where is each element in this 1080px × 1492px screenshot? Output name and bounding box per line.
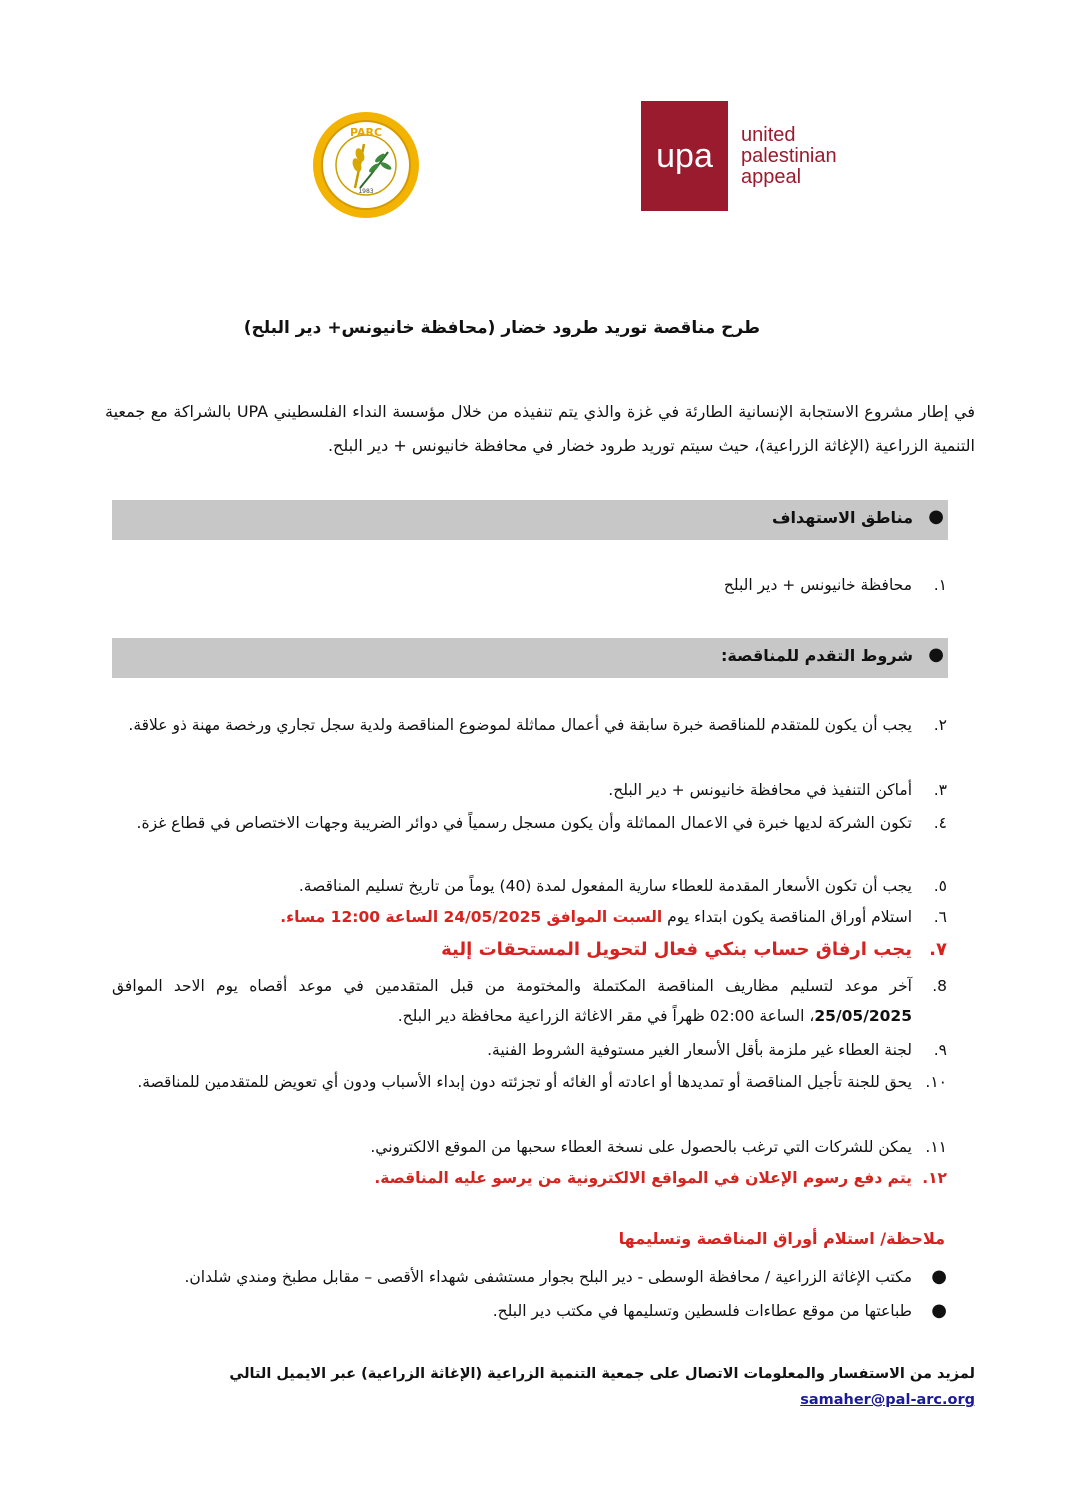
upa-logo [641,101,856,211]
list-item: ١٢. يتم دفع رسوم الإعلان في المواقع الالكترونية من يرسو عليه المناقصة. [374,1169,947,1187]
list-item: ٤. تكون الشركة لديها خبرة في الاعمال المماثلة وأن يكون مسجل رسمياً في دوائر الضريبة وجهات الاختصاص في قطاع غزة. [136,814,947,832]
note-bullet: ● مكتب الإغاثة الزراعية / محافظة الوسطى - دير البلح بجوار مستشفى شهداء الأقصى – مقابل مطبخ ومندي شلدان. [112,1263,947,1291]
list-item: ٦. استلام أوراق المناقصة يكون ابتداء يوم السبت الموافق 24/05/2025 الساعة 12:00 مساء. [280,908,947,926]
upa-wordmark: united palestinian appeal [741,124,837,188]
upa-mark: upa [641,101,728,211]
section-bar-areas [112,500,948,540]
bank-account-notice: يجب ارفاق حساب بنكي فعال لتحويل المستحقات إلية [441,939,912,960]
list-item: ١. محافظة خانيونس + دير البلح [723,576,947,594]
note-title: ملاحظة/ استلام أوراق المناقصة وتسليمها [618,1229,945,1248]
parc-year: 1983 [358,188,374,195]
intro-paragraph: في إطار مشروع الاستجابة الإنسانية الطارئة في غزة والذي يتم تنفيذه من خلال مؤسسة النداء الفلسطيني UPA بالشراكة مع جمعية التنمية الزراعية (الإغاثة الزراعية)، حيث سيتم توريد طرود خضار في محافظة خانيونس + دير البلح. [105,402,975,455]
section-label-areas: مناطق الاستهداف [771,508,913,527]
section-label-conditions: شروط التقدم للمناقصة: [720,646,913,665]
list-item: 8. آخر موعد لتسليم مظاريف المناقصة المكتملة والمختومة من قبل المتقدمين في موعد أقصاه يوم الاحد الموافق 25/05/2025، الساعة 02:00 ظهراً في مقر الاغاثة الزراعية محافظة دير البلح. [112,977,947,1025]
bullet-icon: ● [928,644,944,665]
email-link[interactable]: samaher@pal-arc.org [800,1392,975,1408]
list-item: ١١. يمكن للشركات التي ترغب بالحصول على نسخة العطاء سحبها من الموقع الالكتروني. [370,1138,947,1156]
bullet-icon: ● [931,1300,947,1321]
parc-ring-text: PARC [349,126,383,139]
list-item: ٢. يجب أن يكون للمتقدم للمناقصة خبرة سابقة في أعمال مماثلة لموضوع المناقصة ولدية سجل تجاري ورخصة مهنة ذو علاقة. [128,716,947,734]
list-item: ٥. يجب أن تكون الأسعار المقدمة للعطاء سارية المفعول لمدة (40) يوماً من تاريخ تسليم المناقصة. [298,877,947,895]
list-item: ٣. أماكن التنفيذ في محافظة خانيونس + دير البلح. [608,781,947,799]
tender-start-date: السبت الموافق 24/05/2025 الساعة 12:00 مساء. [280,908,663,926]
parc-logo [300,110,432,220]
page-title: طرح مناقصة توريد طرود خضار (محافظة خانيونس+ دير البلح) [243,318,760,338]
section-bar-conditions [112,638,948,678]
list-item: ٧. يجب ارفاق حساب بنكي فعال لتحويل المستحقات إلية [112,935,947,965]
note-bullet: ● طباعتها من موقع عطاءات فلسطين وتسليمها في مكتب دير البلح. [112,1297,947,1325]
contact-line: لمزيد من الاستفسار والمعلومات الاتصال على جمعية التنمية الزراعية (الإغاثة الزراعية) عبر الايميل التالي samaher@pal-arc.org [229,1366,975,1408]
list-item: ٩. لجنة العطاء غير ملزمة بأقل الأسعار الغير مستوفية الشروط الفنية. [487,1041,947,1059]
bullet-icon: ● [931,1266,947,1287]
bullet-icon: ● [928,506,944,527]
list-item: ١٠. يحق للجنة تأجيل المناقصة أو تمديدها أو اعادته أو الغائه أو تجزئته دون إبداء الأسباب ودون أي تعويض للمتقدمين للمناقصة. [137,1073,947,1091]
deadline-date: 25/05/2025 [814,1007,912,1025]
